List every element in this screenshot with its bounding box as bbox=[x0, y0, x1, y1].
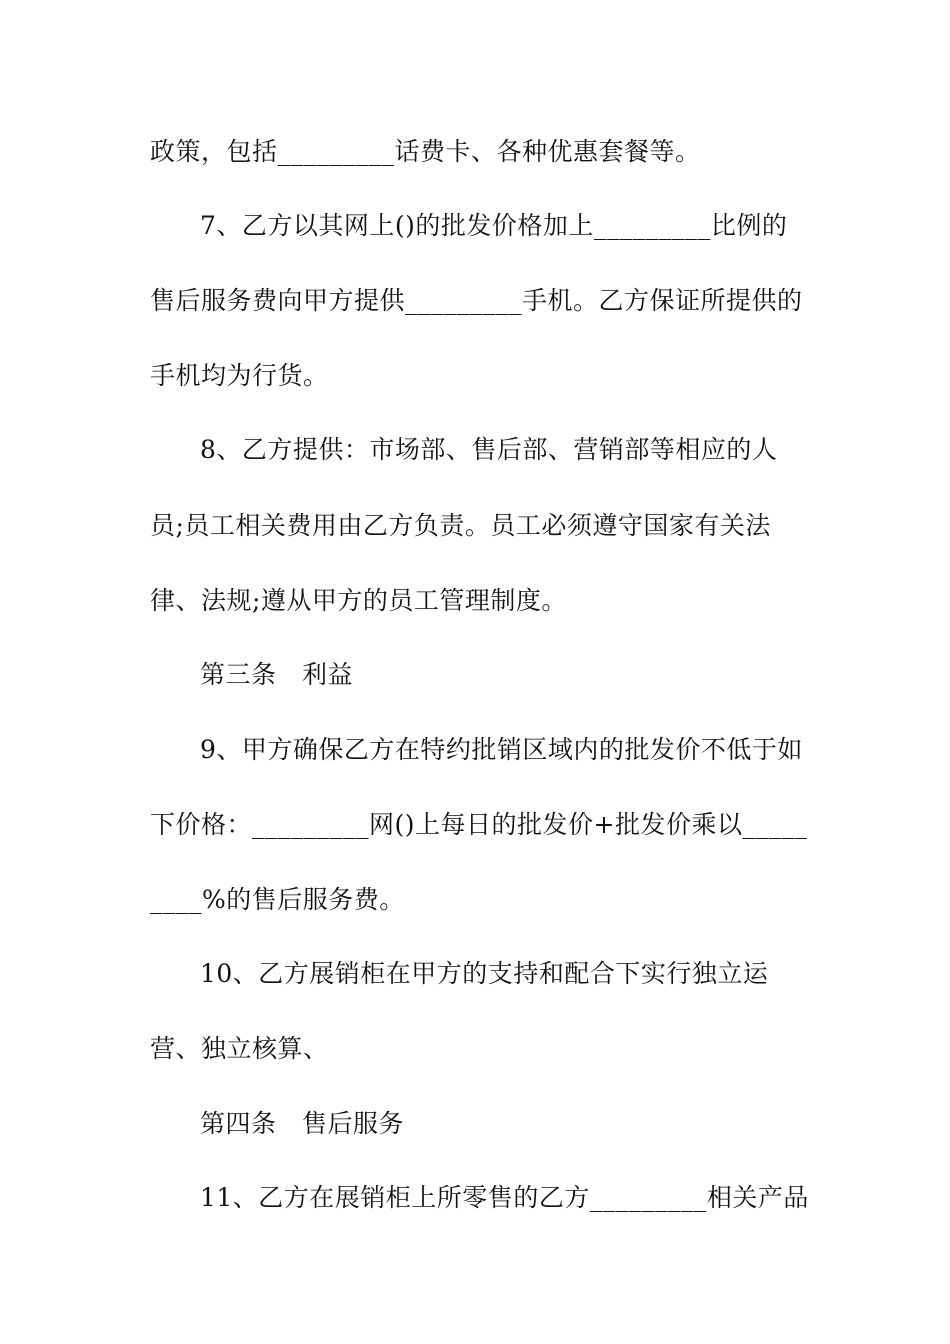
paragraph-line: 律、法规;遵从甲方的员工管理制度。 bbox=[150, 586, 567, 615]
paragraph-line: 8、乙方提供：市场部、售后部、营销部等相应的人 bbox=[200, 435, 778, 464]
paragraph-line: 9、甲方确保乙方在特约批销区域内的批发价不低于如 bbox=[200, 735, 803, 764]
paragraph-line: 政策，包括_________话费卡、各种优惠套餐等。 bbox=[150, 137, 701, 166]
paragraph-line: 营、独立核算、 bbox=[150, 1034, 329, 1063]
paragraph-line: 员;员工相关费用由乙方负责。员工必须遵守国家有关法 bbox=[150, 511, 771, 540]
paragraph-line: 售后服务费向甲方提供_________手机。乙方保证所提供的 bbox=[150, 286, 803, 315]
paragraph-line: 7、乙方以其网上()的批发价格加上_________比例的 bbox=[200, 211, 788, 240]
paragraph-line: 11、乙方在展销柜上所零售的乙方_________相关产品 bbox=[200, 1183, 809, 1212]
section-heading: 第四条 售后服务 bbox=[200, 1109, 405, 1138]
paragraph-line: 下价格：_________网()上每日的批发价+批发价乘以_____ bbox=[150, 810, 808, 839]
paragraph-line: ____%的售后服务费。 bbox=[150, 885, 405, 914]
paragraph-line: 10、乙方展销柜在甲方的支持和配合下实行独立运 bbox=[200, 959, 769, 988]
paragraph-line: 手机均为行货。 bbox=[150, 361, 329, 390]
section-heading: 第三条 利益 bbox=[200, 660, 354, 689]
